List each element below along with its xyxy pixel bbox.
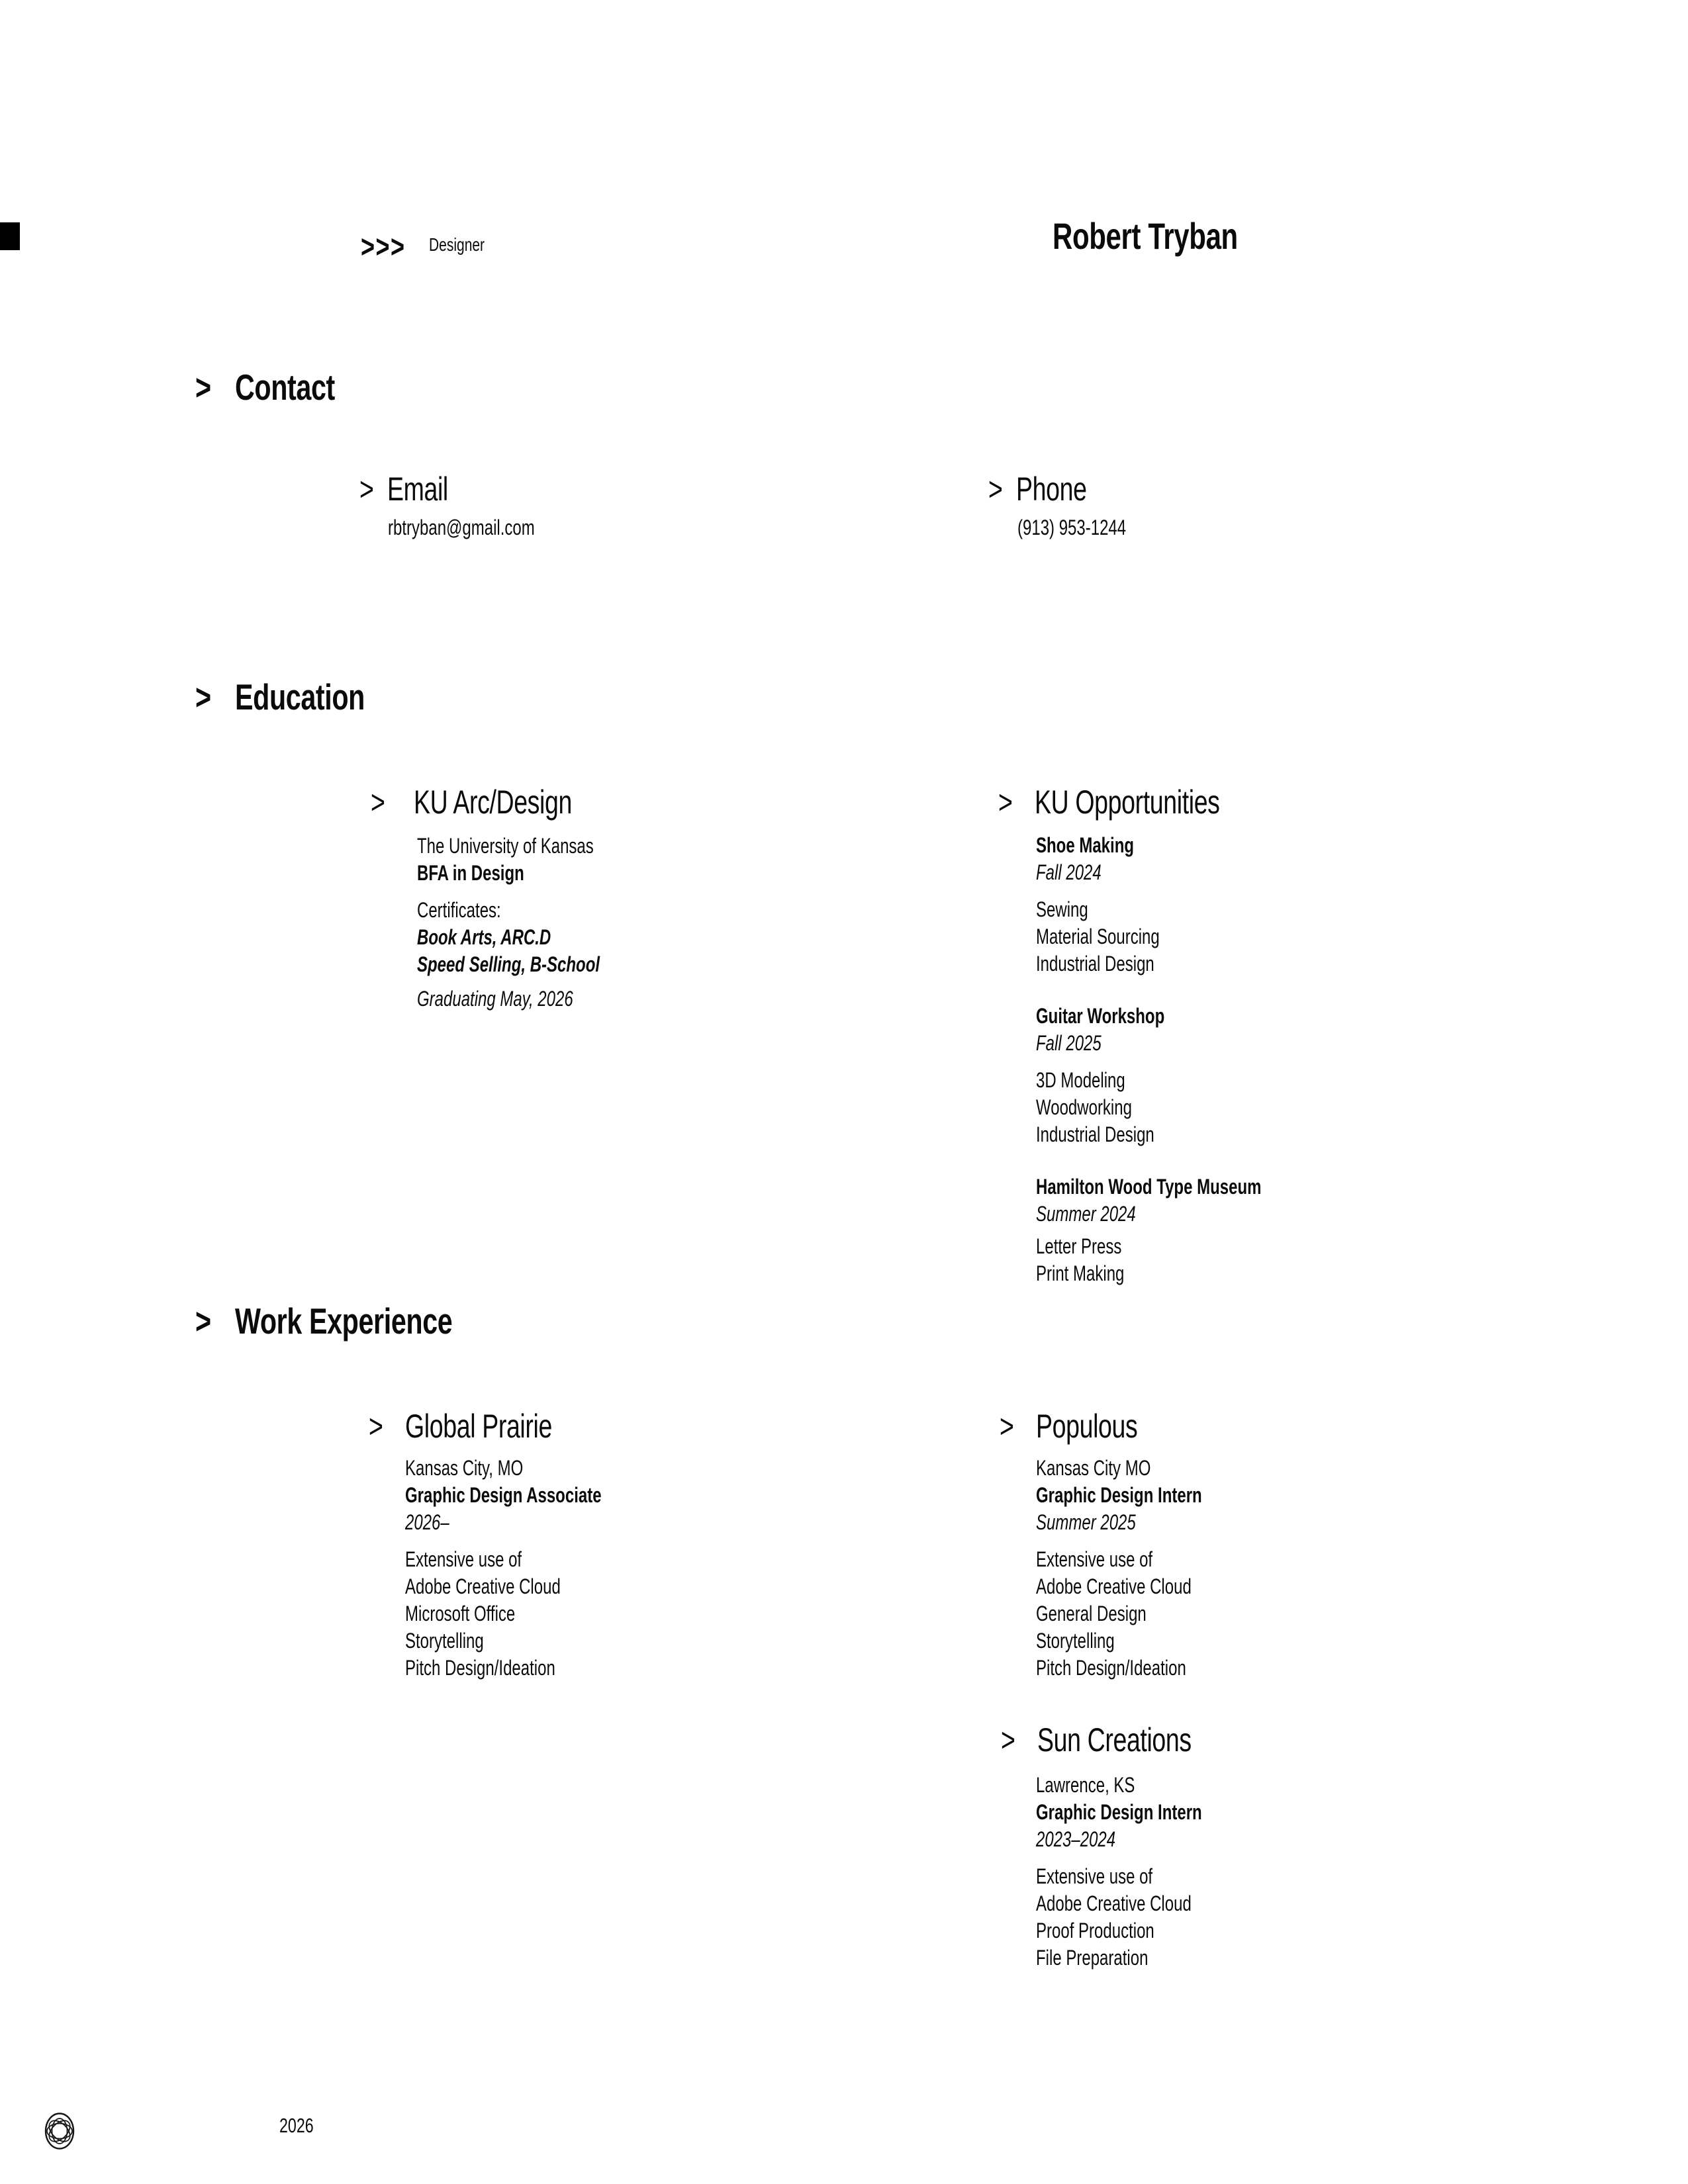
rosette-icon [44,2113,75,2150]
edu-kuopp-heading: KU Opportunities [1035,784,1220,821]
job-location: Lawrence, KS [1036,1773,1135,1797]
job-skill: General Design [1036,1602,1147,1625]
chevron-icon: > [195,676,211,717]
job-location: Kansas City, MO [405,1456,524,1480]
edu-degree-line: BFA in Design [417,861,524,885]
phone-heading: Phone [1016,471,1087,508]
program-skill: Material Sourcing [1036,925,1160,948]
chevron-icon: > [998,784,1013,821]
job-skill: Storytelling [1036,1629,1115,1653]
email-value: rbtryban@gmail.com [388,516,535,539]
program-term: Summer 2024 [1036,1202,1136,1226]
section-title-education: Education [235,676,365,717]
edu-certificate-line: Speed Selling, B-School [417,952,600,976]
job-company-populous: Populous [1036,1408,1138,1445]
program-skill: Sewing [1036,897,1088,921]
chevron-icon: > [195,1300,211,1342]
job-skill: Storytelling [405,1629,484,1653]
program-skill: Industrial Design [1036,952,1154,976]
job-skill: File Preparation [1036,1946,1149,1970]
program-skill: Letter Press [1036,1234,1122,1258]
job-dates: Summer 2025 [1036,1510,1136,1534]
section-title-work: Work Experience [235,1300,453,1342]
job-skill: Extensive use of [405,1547,522,1571]
job-company-global-prairie: Global Prairie [405,1408,552,1445]
job-skill: Adobe Creative Cloud [405,1574,561,1598]
job-role: Graphic Design Associate [405,1483,602,1507]
job-details [405,1455,667,1682]
edu-kuarc-details [417,833,661,1013]
chevron-icon: > [195,367,211,408]
job-dates: 2026– [405,1510,449,1534]
job-skill: Pitch Design/Ideation [405,1656,555,1680]
page-title-name: Robert Tryban [1053,215,1238,257]
job-details [1036,1772,1257,1972]
edu-certificates-label: Certificates: [417,898,501,922]
chevron-icon: > [988,471,1003,508]
job-skill: Pitch Design/Ideation [1036,1656,1186,1680]
edu-graduation-line: Graduating May, 2026 [417,987,573,1011]
program-name: Guitar Workshop [1036,1004,1165,1028]
program-name: Shoe Making [1036,833,1135,857]
section-title-contact: Contact [235,367,335,408]
edu-certificate-line: Book Arts, ARC.D [417,925,551,949]
job-skill: Microsoft Office [405,1602,516,1625]
job-skill: Adobe Creative Cloud [1036,1574,1192,1598]
chevron-icon: > [369,1408,383,1445]
program-name: Hamilton Wood Type Museum [1036,1175,1262,1199]
chevron-icon: > [1001,1721,1015,1758]
role-label: Designer [429,234,485,255]
job-dates: 2023–2024 [1036,1827,1116,1851]
chevron-icon: > [371,784,385,821]
program-skill: Industrial Design [1036,1122,1154,1146]
job-skill: Adobe Creative Cloud [1036,1891,1192,1915]
job-skill: Extensive use of [1036,1547,1153,1571]
email-heading: Email [387,471,448,508]
edu-kuarc-heading: KU Arc/Design [414,784,572,821]
job-skill: Extensive use of [1036,1864,1153,1888]
job-location: Kansas City MO [1036,1456,1151,1480]
job-skill: Proof Production [1036,1919,1154,1942]
job-company-sun-creations: Sun Creations [1037,1721,1192,1758]
program-skill: Woodworking [1036,1095,1132,1119]
edu-school-line: The University of Kansas [417,834,594,858]
triple-chevron-icon: >>> [361,230,406,265]
footer-year: 2026 [279,2114,314,2137]
phone-value: (913) 953-1244 [1017,516,1127,539]
program-term: Fall 2025 [1036,1031,1102,1055]
corner-mark [0,222,20,250]
program-skill: Print Making [1036,1261,1125,1285]
job-role: Graphic Design Intern [1036,1800,1202,1824]
chevron-icon: > [359,471,374,508]
program-term: Fall 2024 [1036,860,1102,884]
job-role: Graphic Design Intern [1036,1483,1202,1507]
edu-kuopp-details [1036,832,1336,1287]
program-skill: 3D Modeling [1036,1068,1125,1092]
job-details [1036,1455,1257,1682]
chevron-icon: > [1000,1408,1014,1445]
